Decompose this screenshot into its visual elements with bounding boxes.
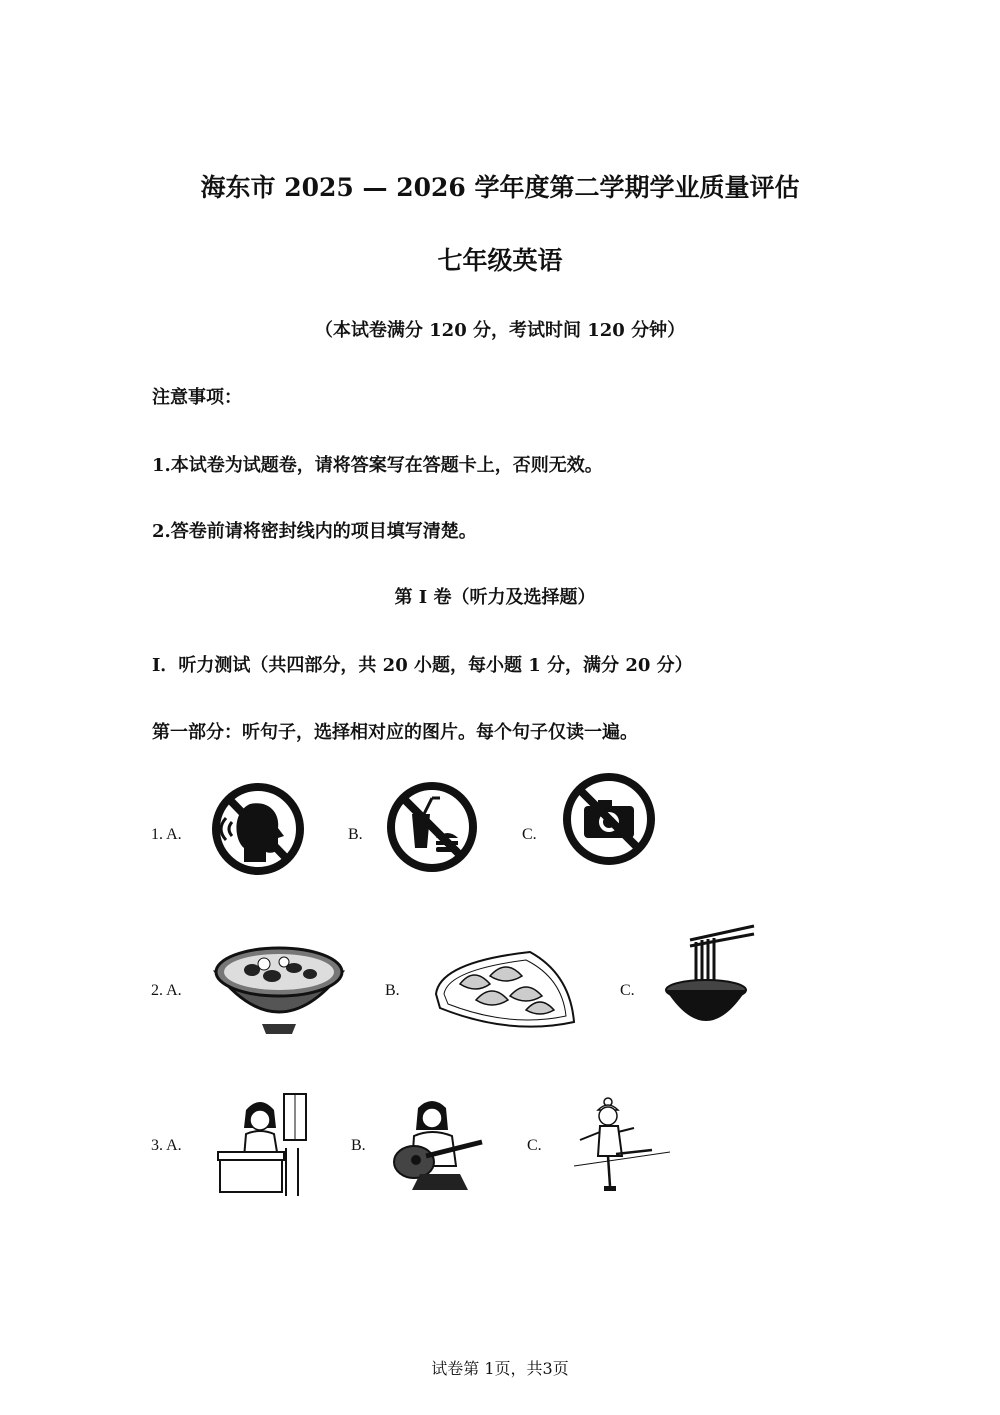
notice-item-1: 1.本试卷为试题卷，请将答案写在答题卡上，否则无效。: [152, 455, 603, 476]
noodles-bowl-icon: [662, 922, 758, 1030]
q2-option-c: C.: [620, 982, 635, 999]
volume-heading: 第 I 卷（听力及选择题）: [394, 587, 596, 608]
exam-info: （本试卷满分 120 分，考试时间 120 分钟）: [314, 320, 686, 341]
dumplings-plate-icon: [430, 944, 578, 1036]
notice-item-2: 2.答卷前请将密封线内的项目填写清楚。: [152, 521, 477, 542]
girl-skating-icon: [572, 1090, 672, 1198]
q1-option-b: B.: [348, 826, 363, 843]
no-food-drink-icon: [386, 780, 478, 874]
exam-title: 海东市 2025 — 2026 学年度第二学期学业质量评估: [200, 173, 800, 202]
page-footer: 试卷第 1页，共3页: [431, 1359, 569, 1378]
q3-option-b: B.: [351, 1137, 366, 1154]
girl-guitar-icon: [390, 1096, 488, 1192]
no-talking-icon: [210, 782, 306, 876]
girl-studying-icon: [214, 1092, 312, 1196]
no-camera-icon: [562, 772, 656, 866]
notice-heading: 注意事项：: [152, 387, 242, 408]
q3-label: 3. A.: [151, 1137, 182, 1154]
q2-label: 2. A.: [151, 982, 182, 999]
q3-option-c: C.: [527, 1137, 542, 1154]
q2-option-b: B.: [385, 982, 400, 999]
q1-label: 1. A.: [151, 826, 182, 843]
soup-bowl-icon: [212, 942, 346, 1038]
exam-subject: 七年级英语: [437, 246, 563, 275]
listening-part-heading: I．听力测试（共四部分，共 20 小题，每小题 1 分，满分 20 分）: [152, 655, 693, 676]
section1-heading: 第一部分：听句子，选择相对应的图片。每个句子仅读一遍。: [152, 722, 638, 743]
q1-option-c: C.: [522, 826, 537, 843]
